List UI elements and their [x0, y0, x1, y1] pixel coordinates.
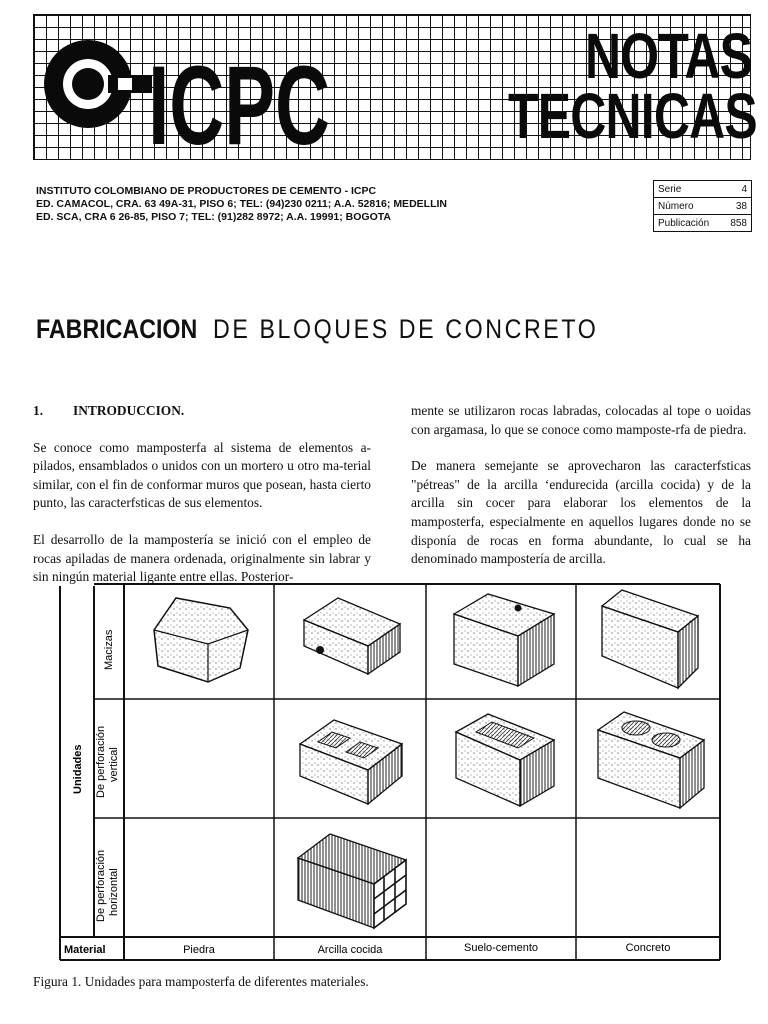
publicacion-label: Publicación [658, 218, 710, 229]
series-info-box [653, 180, 752, 232]
units-label: Unidades [72, 744, 84, 794]
publicacion-value: 858 [730, 218, 747, 229]
numero-label: Número [658, 200, 694, 212]
soil-cement-solid-block-icon [454, 594, 554, 686]
column-suelo-cemento: Suelo-cemento [464, 942, 538, 954]
section-heading [33, 402, 371, 421]
concrete-vertical-perforated-block-icon [598, 712, 704, 808]
brand-notas: NOTAS [585, 20, 753, 92]
text-column-left [33, 402, 371, 587]
title-bold-part: FABRICACION [36, 314, 198, 344]
paragraph-2: El desarrollo de la mampostería se inició con el empleo de rocas apiladas de manera ordenada, originalmente sin labrar y sin ningún material ligante entre ellas. Posterior- [33, 531, 371, 585]
brand-tecnicas: TECNICAS [508, 80, 757, 152]
paragraph-4: De manera semejante se aprovecharon las caracterfsticas "pétreas" de la arcilla ‘endurecida (arcilla cocida) y de la arcilla sin cocer para elaborar los elementos de la mamposterfa, especialmente en aquellos lugares donde no se disponía de rocas en forma abundante, lo cual se ha denominado mampostería de arcilla. [411, 458, 751, 567]
column-concreto: Concreto [625, 942, 671, 954]
row-label-horizontal-line2: horizontal [108, 868, 120, 916]
numero-value: 38 [735, 200, 747, 212]
text-column-right [411, 402, 751, 569]
paragraph-1: Se conoce como mamposterfa al sistema de elementos a-pilados, ensamblados o unidos con un mortero u otro ma-terial similar, con el fin de conformar muros que posean, hasta cierto punto, las caracterfsticas de sus elementos. [33, 439, 371, 511]
caption-text: 1. Unidades para mamposterfa de diferentes materiales. [71, 974, 369, 989]
serie-label: Serie [658, 183, 682, 195]
column-piedra: Piedra [183, 944, 215, 956]
paragraph-3: mente se utilizaron rocas labradas, colocadas al tope o uoidas con argamasa, lo que se conoce como mamposte-rfa de piedra. [411, 403, 751, 437]
stone-block-icon [154, 598, 248, 682]
serie-value: 4 [741, 183, 747, 195]
row-label-vertical-line1: De perforación [95, 725, 107, 798]
institute-address-medellin: ED. CAMACOL, CRA. 63 49A-31, PISO 6; TEL: (94)230 0211; A.A. 52816; MEDELLIN [36, 198, 447, 210]
masonry-units-figure [58, 582, 722, 964]
icpc-logo [42, 26, 331, 169]
row-label-macizas: Macizas [103, 629, 115, 670]
row-label-vertical-line2: vertical [108, 747, 120, 782]
clay-horizontal-perforated-brick-icon [298, 834, 406, 928]
concrete-solid-block-icon [602, 590, 698, 688]
section-title: INTRODUCCION. [73, 403, 185, 418]
material-label: Material [64, 944, 106, 956]
title-rest-part: DE BLOQUES DE CONCRETO [213, 314, 599, 344]
soil-cement-vertical-perforated-block-icon [456, 714, 554, 806]
institute-name: INSTITUTO COLOMBIANO DE PRODUCTORES DE CEMENTO - ICPC [36, 185, 377, 197]
column-arcilla-cocida: Arcilla cocida [317, 944, 383, 956]
section-number: 1. [33, 403, 44, 418]
publication-row [654, 215, 751, 232]
caption-prefix: Figura [33, 974, 68, 989]
institute-address-bogota: ED. SCA, CRA 6 26-85, PISO 7; TEL: (91)282 8972; A.A. 19991; BOGOTA [36, 211, 391, 223]
row-label-horizontal-line1: De perforación [95, 849, 107, 922]
number-row [654, 198, 751, 215]
clay-vertical-perforated-brick-icon [300, 720, 402, 804]
series-row [654, 181, 751, 198]
document-title [36, 316, 661, 343]
logo-text: ICPC [148, 43, 331, 169]
clay-solid-brick-icon [304, 598, 400, 674]
figure-caption [33, 974, 369, 990]
